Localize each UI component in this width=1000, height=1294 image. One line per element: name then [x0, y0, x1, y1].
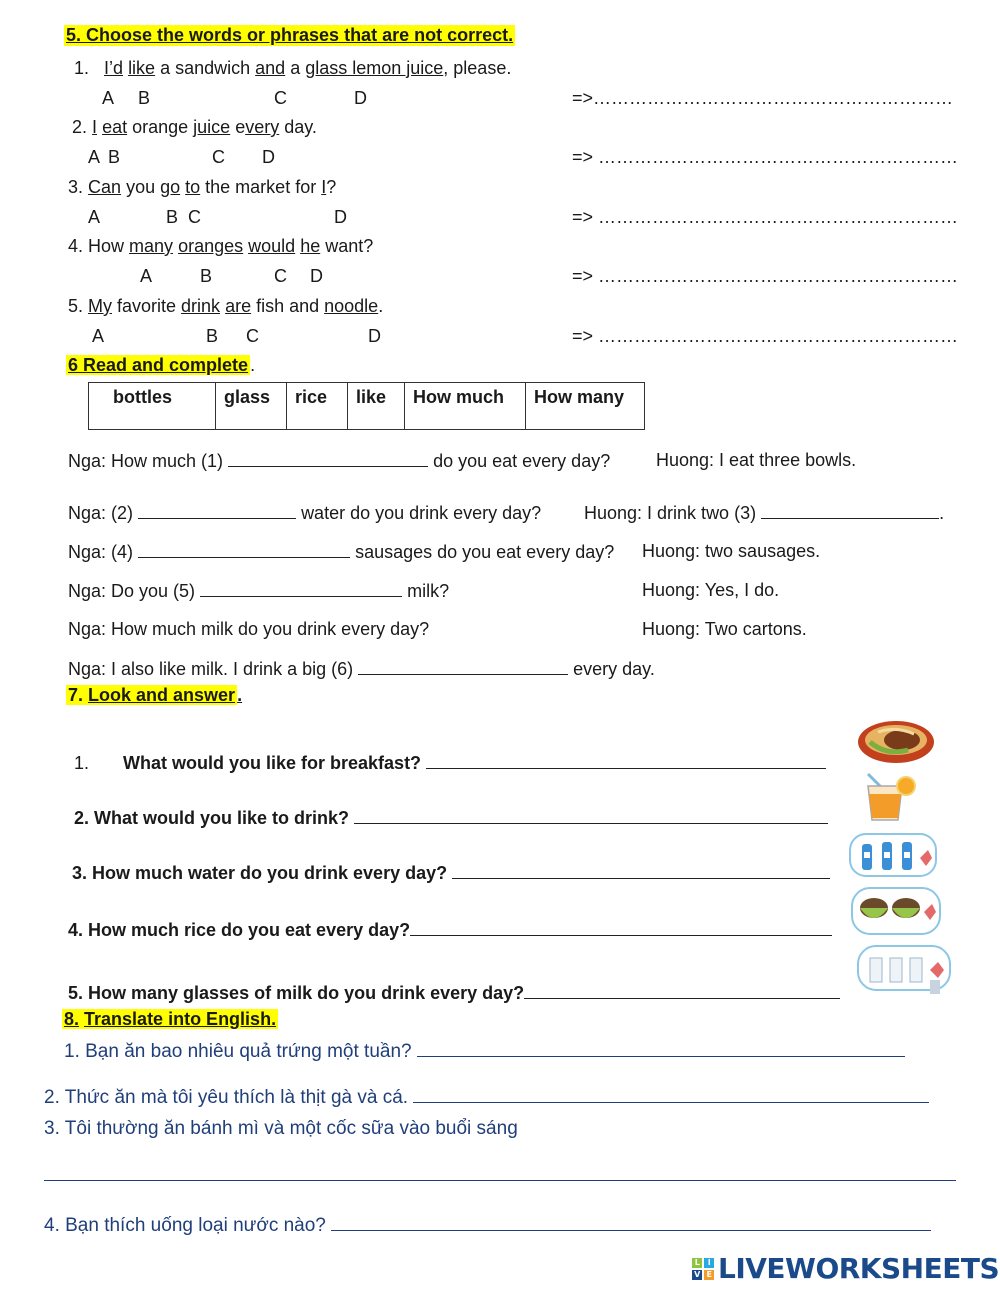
s7-question-1: 1. What would you like for breakfast? [74, 752, 826, 774]
option-d[interactable]: I [321, 177, 327, 197]
section-8-heading [62, 1009, 278, 1030]
word-bank-item: How many [526, 383, 645, 430]
liveworksheets-logo [692, 1252, 999, 1285]
dialog-reply-2: Huong: I drink two (3) . [584, 503, 945, 523]
letter-d: D [334, 207, 347, 227]
letter-b: B [206, 326, 219, 346]
s5-question-4: 4. How many oranges would he want? [68, 236, 374, 256]
s7-question-5: 5. How many glasses of milk do you drink every day? [68, 982, 840, 1004]
dialog-line-4: Nga: Do you (5) milk? [68, 581, 450, 601]
word-bank-item: bottles [89, 383, 216, 430]
letter-a: A [88, 207, 101, 227]
section-7-heading: 7. Look and answer . [68, 685, 243, 705]
answer-field[interactable]: => …………………………………………………… [572, 147, 959, 167]
noodle-plate-icon [856, 718, 936, 766]
option-c[interactable]: to [185, 177, 201, 197]
orange-juice-icon [860, 772, 920, 824]
s8-question-3: 3. Tôi thường ăn bánh mì và một cốc sữa vào buổi sáng [44, 1118, 518, 1139]
answer-line[interactable] [452, 862, 830, 879]
letter-c: C [274, 266, 287, 286]
letter-d: D [368, 326, 381, 346]
word-bank-item: How much [405, 383, 526, 430]
letter-c: C [246, 326, 259, 346]
word-bank-item: like [348, 383, 405, 430]
dialog-line-6: Nga: I also like milk. I drink a big (6) every day. [68, 659, 655, 679]
letter-a: A [140, 266, 153, 286]
blank-6[interactable] [358, 658, 568, 675]
s7-question-2: 2. What would you like to drink? [74, 807, 828, 829]
logo-text: LIVEWORKSHEETS [718, 1252, 1000, 1285]
answer-line[interactable] [331, 1214, 931, 1231]
option-a[interactable]: I [92, 117, 98, 137]
dialog-reply-3: Huong: two sausages. [642, 541, 821, 561]
s5-question-1: 1. I’d like a sandwich and a glass lemon juice, please. [74, 58, 512, 78]
option-a[interactable]: My [88, 296, 113, 316]
letter-a: A [92, 326, 105, 346]
water-bottles-icon [848, 832, 938, 878]
answer-line[interactable] [426, 752, 826, 769]
letter-d: D [310, 266, 323, 286]
option-a[interactable]: I’d [104, 58, 124, 78]
dialog-line-5: Nga: How much milk do you drink every day? [68, 619, 430, 639]
letter-b: B [200, 266, 213, 286]
word-bank [88, 382, 645, 430]
dialog-reply-1: Huong: I eat three bowls. [656, 450, 857, 470]
option-b[interactable]: oranges [178, 236, 244, 256]
answer-line[interactable] [417, 1040, 905, 1057]
blank-3[interactable] [761, 502, 939, 519]
word-bank-item: glass [216, 383, 287, 430]
answer-line[interactable] [410, 919, 832, 936]
section-7-title: Look and answer [88, 685, 236, 705]
blank-2[interactable] [138, 502, 296, 519]
s8-question-2: 2. Thức ăn mà tôi yêu thích là thịt gà và cá. [44, 1086, 929, 1109]
option-d[interactable]: noodle [324, 296, 379, 316]
letter-c: C [188, 207, 201, 227]
s8-question-4: 4. Bạn thích uống loại nước nào? [44, 1214, 931, 1237]
logo-grid-icon: L I V E [692, 1258, 714, 1280]
blank-5[interactable] [200, 580, 402, 597]
rice-bowls-icon [850, 886, 942, 936]
letter-b: B [166, 207, 179, 227]
section-5-title: 5. Choose the words or phrases that are not correct. [66, 25, 514, 45]
milk-glasses-icon [856, 944, 952, 998]
word-bank-item: rice [287, 383, 348, 430]
dialog-line-2: Nga: (2) water do you drink every day? [68, 503, 542, 523]
option-d[interactable]: he [300, 236, 321, 256]
letter-d: D [354, 88, 367, 108]
dialog-reply-5: Huong: Two cartons. [642, 619, 807, 639]
section-8-number: 8. [64, 1009, 80, 1029]
answer-line[interactable] [413, 1086, 929, 1103]
blank-4[interactable] [138, 541, 350, 558]
s5-question-5: 5. My favorite drink are fish and noodle. [68, 296, 384, 316]
s5-question-2: 2. I eat orange juice every day. [72, 117, 317, 137]
dialog-reply-4: Huong: Yes, I do. [642, 580, 780, 600]
q-num: 1. [74, 58, 90, 78]
section-6-title: 6 Read and complete [68, 355, 249, 375]
answer-line[interactable] [354, 807, 828, 824]
dialog-line-1: Nga: How much (1) do you eat every day? [68, 451, 611, 471]
option-b[interactable]: like [128, 58, 156, 78]
option-c[interactable]: and [255, 58, 286, 78]
answer-line[interactable] [44, 1164, 956, 1181]
option-c[interactable]: are [225, 296, 252, 316]
answer-field[interactable]: => …………………………………………………… [572, 266, 959, 286]
letter-c: C [212, 147, 225, 167]
answer-line[interactable] [524, 982, 840, 999]
s5-question-3: 3. Can you go to the market for I? [68, 177, 337, 197]
option-a[interactable]: Can [88, 177, 122, 197]
letter-b: B [138, 88, 151, 108]
s8-question-1: 1. Bạn ăn bao nhiêu quả trứng một tuần? [64, 1040, 905, 1063]
option-d[interactable]: glass lemon juice [305, 58, 444, 78]
answer-field[interactable]: =>…………………………………………………… [572, 88, 954, 108]
letter-a: A [102, 88, 115, 108]
section-8-title: Translate into English. [84, 1009, 277, 1029]
dialog-line-3: Nga: (4) sausages do you eat every day? [68, 542, 615, 562]
blank-1[interactable] [228, 450, 428, 467]
section-6-heading: 6 Read and complete . [68, 355, 256, 375]
option-b[interactable]: go [160, 177, 181, 197]
letter-c: C [274, 88, 287, 108]
option-a[interactable]: many [129, 236, 174, 256]
s7-question-4: 4. How much rice do you eat every day? [68, 919, 832, 941]
option-c[interactable]: juice [193, 117, 231, 137]
answer-field[interactable]: => …………………………………………………… [572, 326, 959, 346]
option-b[interactable]: drink [181, 296, 221, 316]
letter-a: A [88, 147, 101, 167]
option-b[interactable]: eat [102, 117, 128, 137]
s7-question-3: 3. How much water do you drink every day? [72, 862, 830, 884]
answer-field[interactable]: => …………………………………………………… [572, 207, 959, 227]
letter-d: D [262, 147, 275, 167]
option-d[interactable]: very [245, 117, 280, 137]
option-c[interactable]: would [248, 236, 296, 256]
letter-b: B [108, 147, 121, 167]
